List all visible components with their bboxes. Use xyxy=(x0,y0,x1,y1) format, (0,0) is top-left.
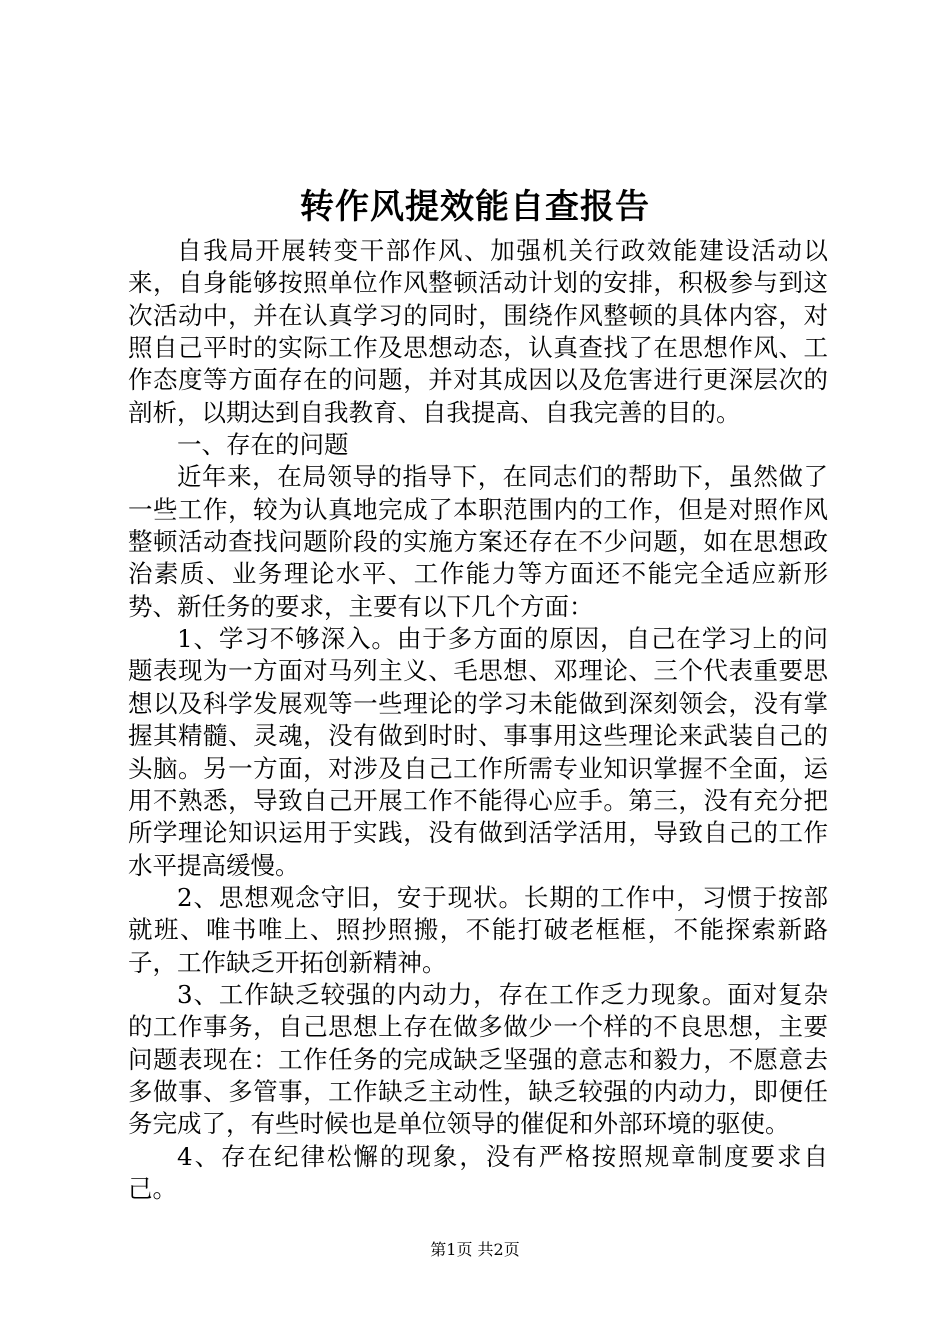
problem-item-2: 2、思想观念守旧，安于现状。长期的工作中，习惯于按部就班、唯书唯上、照抄照搬，不能打破老框框，不能探索新路子，工作缺乏开拓创新精神。 xyxy=(128,882,828,977)
page-number-footer: 第1页 共2页 xyxy=(430,1240,520,1259)
intro-paragraph: 自我局开展转变干部作风、加强机关行政效能建设活动以来，自身能够按照单位作风整顿活动计划的安排，积极参与到这次活动中，并在认真学习的同时，围绕作风整顿的具体内容，对照自己平时的实际工作及思想动态，认真查找了在思想作风、工作态度等方面存在的问题，并对其成因以及危害进行更深层次的剖析，以期达到自我教育、自我提高、自我完善的目的。 xyxy=(128,236,828,427)
problem-item-1: 1、学习不够深入。由于多方面的原因，自己在学习上的问题表现为一方面对马列主义、毛思想、邓理论、三个代表重要思想以及科学发展观等一些理论的学习未能做到深刻领会，没有掌握其精髓、灵魂，没有做到时时、事事用这些理论来武装自己的头脑。另一方面，对涉及自己工作所需专业知识掌握不全面，运用不熟悉，导致自己开展工作不能得心应手。第三，没有充分把所学理论知识运用于实践，没有做到活学活用，导致自己的工作水平提高缓慢。 xyxy=(128,624,828,880)
problem-item-3: 3、工作缺乏较强的内动力，存在工作乏力现象。面对复杂的工作事务，自己思想上存在做多做少一个样的不良思想，主要问题表现在：工作任务的完成缺乏坚强的意志和毅力，不愿意去多做事、多管事，工作缺乏主动性，缺乏较强的内动力，即便任务完成了，有些时候也是单位领导的催促和外部环境的驱使。 xyxy=(128,979,828,1139)
section-heading-problems: 一、存在的问题 xyxy=(177,430,349,460)
document-title: 转作风提效能自查报告 xyxy=(300,187,650,227)
document-body xyxy=(128,235,828,1205)
problems-overview-paragraph: 近年来，在局领导的指导下，在同志们的帮助下，虽然做了一些工作，较为认真地完成了本职范围内的工作，但是对照作风整顿活动查找问题阶段的实施方案还存在不少问题，如在思想政治素质、业务理论水平、工作能力等方面还不能完全适应新形势、新任务的要求，主要有以下几个方面： xyxy=(128,462,828,621)
problem-item-4: 4、存在纪律松懈的现象，没有严格按照规章制度要求自己。 xyxy=(128,1141,828,1203)
